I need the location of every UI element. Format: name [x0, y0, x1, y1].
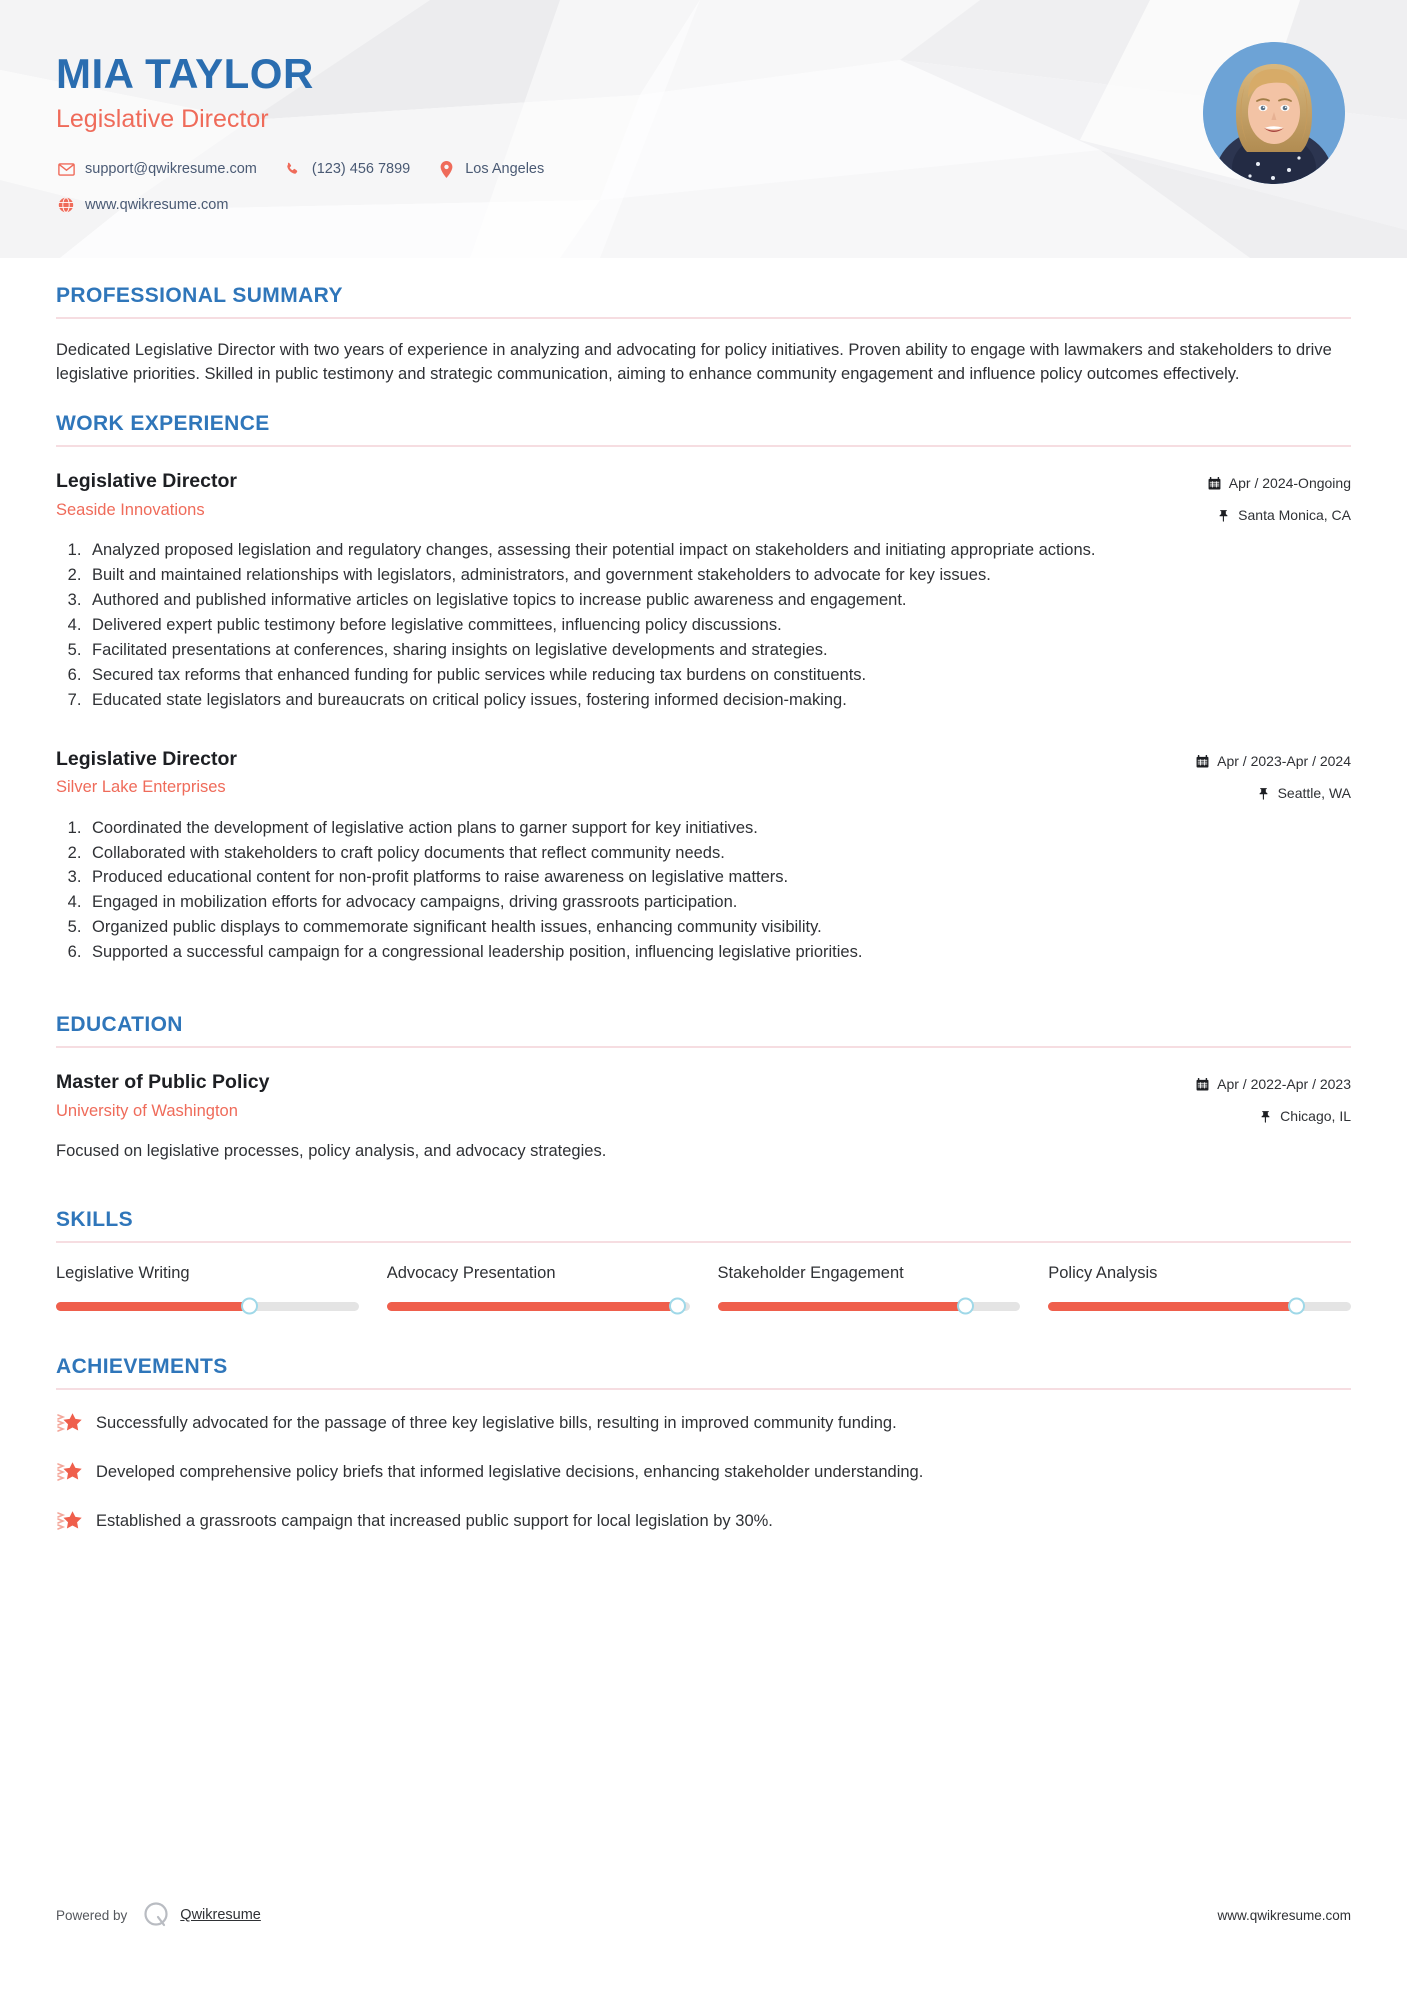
page-title: MIA TAYLOR	[56, 50, 314, 97]
experience-entry	[56, 747, 1351, 966]
qwikresume-logo-icon	[141, 1900, 171, 1930]
contact-phone-label: (123) 456 7899	[311, 161, 411, 178]
summary-text: Dedicated Legislative Director with two years of experience in analyzing and advocating for policy initiatives. Proven ability to engage with lawmakers and stakeholders to drive legislative priorities. Skilled in public testimony and strategic communication, aiming to enhance community engagement and influence policy outcomes effectively.	[56, 341, 1332, 384]
resume-header	[0, 0, 1407, 258]
section-title-experience: WORK EXPERIENCE	[56, 412, 270, 436]
skill-slider-fill	[1048, 1302, 1296, 1311]
section-divider	[56, 1388, 1351, 1390]
list-item: 3. Produced educational content for non-profit platforms to raise awareness on legislative matters.	[86, 866, 1351, 890]
list-item: 1. Analyzed proposed legislation and regulatory changes, assessing their potential impact on stakeholders and initiating appropriate actions.	[86, 539, 1351, 563]
achievement-text: Successfully advocated for the passage of three key legislative bills, resulting in improved community funding.	[96, 1413, 897, 1432]
skill-slider[interactable]	[718, 1302, 1021, 1311]
contact-row-website	[56, 192, 1351, 218]
section-professional-summary	[56, 284, 1351, 386]
skill-slider-fill	[718, 1302, 966, 1311]
job-location	[1207, 505, 1351, 526]
section-work-experience	[56, 412, 1351, 965]
skill-slider-fill	[56, 1302, 250, 1311]
skill-item	[56, 1263, 359, 1310]
star-badge-icon	[56, 1460, 84, 1486]
job-date	[1207, 473, 1351, 494]
list-item: 6. Supported a successful campaign for a congressional leadership position, influencing legislative priorities.	[86, 941, 1351, 965]
section-divider	[56, 1241, 1351, 1243]
achievement-item	[56, 1508, 1351, 1535]
contact-email[interactable]	[56, 160, 257, 178]
job-date	[1195, 751, 1351, 772]
entry-identity	[56, 747, 1195, 798]
section-divider	[56, 1046, 1351, 1048]
skill-item	[1048, 1263, 1351, 1310]
job-location-label: Santa Monica, CA	[1238, 507, 1351, 524]
list-item: 2. Collaborated with stakeholders to craft policy documents that reflect community needs.	[86, 842, 1351, 866]
skill-slider[interactable]	[56, 1302, 359, 1311]
job-date-label: Apr / 2023-Apr / 2024	[1217, 752, 1351, 769]
contact-website[interactable]	[56, 196, 228, 214]
skill-label: Advocacy Presentation	[386, 1264, 556, 1283]
education-location-label: Chicago, IL	[1280, 1108, 1351, 1125]
achievement-text: Developed comprehensive policy briefs that informed legislative decisions, enhancing stakeholder understanding.	[96, 1462, 924, 1481]
education-entry	[56, 1070, 1351, 1164]
achievement-text: Established a grassroots campaign that increased public support for local legislation by 30%.	[96, 1511, 773, 1530]
list-item: 4. Engaged in mobilization efforts for advocacy campaigns, driving grassroots participation.	[86, 891, 1351, 915]
skill-slider-fill	[387, 1302, 678, 1311]
section-title-achievements: ACHIEVEMENTS	[56, 1354, 228, 1378]
contact-info	[56, 156, 1351, 218]
company-name: Seaside Innovations	[56, 500, 205, 519]
section-achievements	[56, 1355, 1351, 1535]
calendar-icon	[1207, 476, 1222, 491]
skill-label: Stakeholder Engagement	[717, 1264, 904, 1283]
job-location	[1195, 783, 1351, 804]
job-role-subtitle: Legislative Director	[56, 105, 269, 134]
job-title: Legislative Director	[56, 470, 237, 493]
education-location	[1195, 1106, 1351, 1127]
skill-item	[387, 1263, 690, 1310]
skill-slider-knob[interactable]	[241, 1298, 258, 1315]
entry-header	[56, 1070, 1351, 1127]
skill-slider-knob[interactable]	[1288, 1298, 1305, 1315]
entry-identity	[56, 469, 1207, 520]
list-item: 6. Secured tax reforms that enhanced funding for public services while reducing tax burdens on constituents.	[86, 664, 1351, 688]
section-title-education: EDUCATION	[56, 1013, 183, 1037]
contact-email-label: support@qwikresume.com	[85, 161, 257, 178]
job-title: Legislative Director	[56, 747, 237, 770]
job-responsibility-list	[56, 539, 1351, 712]
globe-icon	[56, 196, 76, 214]
phone-icon	[283, 160, 303, 178]
footer-brand-link[interactable]: Qwikresume	[180, 1907, 261, 1923]
calendar-icon	[1195, 1077, 1210, 1092]
pushpin-icon	[1258, 1109, 1273, 1124]
contact-phone[interactable]	[283, 160, 410, 178]
pushpin-icon	[1216, 508, 1231, 523]
skill-slider[interactable]	[1048, 1302, 1351, 1311]
page-footer	[56, 1900, 1351, 1930]
list-item: 3. Authored and published informative articles on legislative topics to increase public awareness and engagement.	[86, 589, 1351, 613]
skill-slider-knob[interactable]	[669, 1298, 686, 1315]
education-description: Focused on legislative processes, policy analysis, and advocacy strategies.	[56, 1142, 607, 1161]
section-title-summary: PROFESSIONAL SUMMARY	[56, 284, 343, 307]
degree-title: Master of Public Policy	[56, 1071, 270, 1094]
calendar-icon	[1195, 754, 1210, 769]
list-item: 1. Coordinated the development of legislative action plans to garner support for key initiatives.	[86, 817, 1351, 841]
job-location-label: Seattle, WA	[1277, 784, 1351, 801]
experience-entry	[56, 469, 1351, 712]
entry-meta	[1195, 1070, 1351, 1127]
entry-identity	[56, 1070, 1195, 1121]
education-date	[1195, 1074, 1351, 1095]
company-name: Silver Lake Enterprises	[56, 777, 226, 796]
entry-header	[56, 469, 1351, 526]
section-education	[56, 1013, 1351, 1164]
skill-slider-knob[interactable]	[957, 1298, 974, 1315]
list-item: 5. Facilitated presentations at conferences, sharing insights on legislative developments and strategies.	[86, 639, 1351, 663]
pushpin-icon	[1256, 786, 1271, 801]
footer-website[interactable]: www.qwikresume.com	[1217, 1907, 1351, 1923]
entry-header	[56, 747, 1351, 804]
job-responsibility-list	[56, 817, 1351, 966]
achievement-item	[56, 1459, 1351, 1486]
powered-by-label: Powered by	[56, 1907, 128, 1923]
skill-slider[interactable]	[387, 1302, 690, 1311]
avatar-photo	[1203, 42, 1345, 184]
star-badge-icon	[56, 1411, 84, 1437]
contact-location-label: Los Angeles	[465, 161, 545, 178]
footer-branding	[56, 1900, 261, 1930]
resume-body	[0, 284, 1407, 1535]
contact-location	[436, 160, 544, 178]
skill-item	[718, 1263, 1021, 1310]
list-item: 4. Delivered expert public testimony before legislative committees, influencing policy discussions.	[86, 614, 1351, 638]
section-divider	[56, 317, 1351, 319]
avatar	[1203, 42, 1345, 184]
section-title-skills: SKILLS	[56, 1208, 134, 1232]
email-icon	[56, 160, 76, 178]
skill-label: Legislative Writing	[56, 1264, 190, 1283]
section-divider	[56, 445, 1351, 447]
entry-meta	[1207, 469, 1351, 526]
contact-website-label: www.qwikresume.com	[85, 197, 229, 214]
list-item: 2. Built and maintained relationships with legislators, administrators, and government stakeholders to advocate for key issues.	[86, 564, 1351, 588]
school-name: University of Washington	[56, 1101, 238, 1120]
list-item: 7. Educated state legislators and bureaucrats on critical policy issues, fostering informed decision-making.	[86, 689, 1351, 713]
contact-row-primary	[56, 156, 1351, 182]
location-pin-icon	[436, 160, 456, 178]
skill-label: Policy Analysis	[1048, 1264, 1158, 1283]
achievements-list	[56, 1410, 1351, 1535]
skills-grid	[56, 1263, 1351, 1310]
section-skills	[56, 1208, 1351, 1310]
achievement-item	[56, 1410, 1351, 1437]
job-date-label: Apr / 2024-Ongoing	[1228, 475, 1351, 492]
entry-meta	[1195, 747, 1351, 804]
education-date-label: Apr / 2022-Apr / 2023	[1217, 1076, 1351, 1093]
star-badge-icon	[56, 1509, 84, 1535]
list-item: 5. Organized public displays to commemorate significant health issues, enhancing community visibility.	[86, 916, 1351, 940]
